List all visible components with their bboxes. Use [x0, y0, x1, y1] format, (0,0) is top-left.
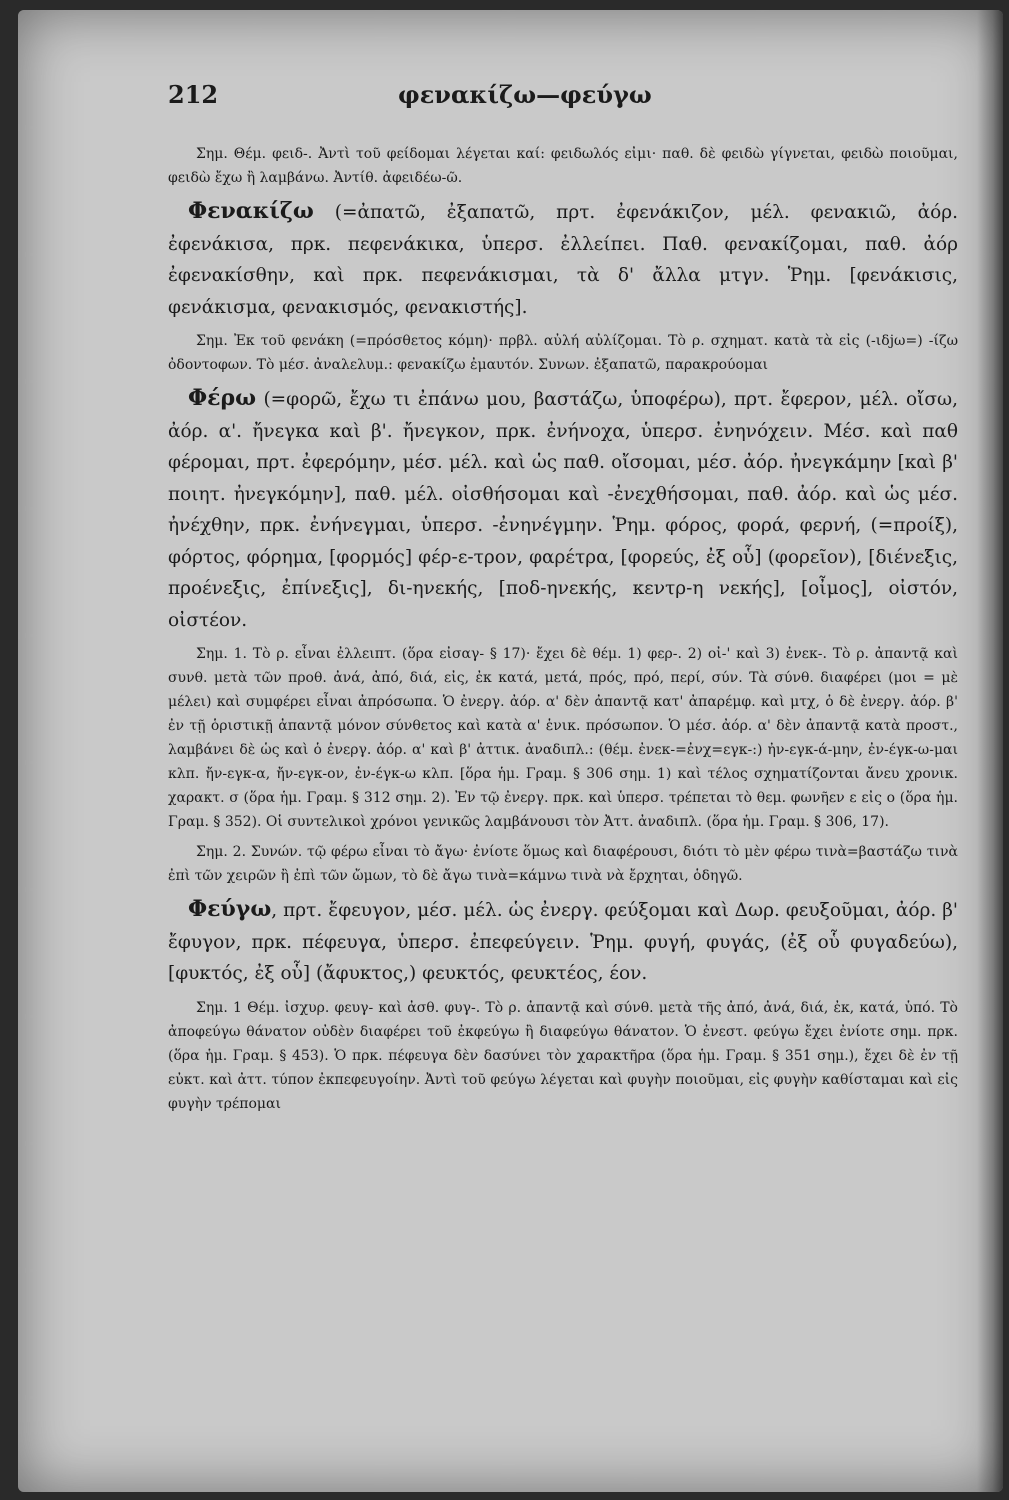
entry-body-fenakizo: (=ἀπατῶ, ἐξαπατῶ, πρτ. ἐφενάκιζον, μέλ. φενακιῶ, ἀόρ. ἐφενάκισα, πρκ. πεφενάκικα, ὑπερσ. ἐλλείπει. Παθ. φενακίζομαι, παθ. ἀόρ ἐφενακίσθην, καὶ πρκ. πεφενάκισμαι, τὰ δ' ἄλλα μτγν. Ῥημ. [φενάκισις, φενάκισμα, φενακισμός, φενακιστής].: [168, 202, 958, 318]
page-binding-shadow: [977, 10, 1003, 1492]
entry-fero: [168, 383, 958, 636]
note-fero-1: Σημ. 1. Τὸ ρ. εἶναι ἐλλειπτ. (ὅρα εἰσαγ- § 17)· ἔχει δὲ θέμ. 1) φερ-. 2) οἰ-' καὶ 3) ἐνεκ-. Τὸ ρ. ἀπαντᾷ καὶ συνθ. μετὰ τῶν προθ. ἀνά, ἀπό, διά, εἰς, ἐκ κατά, μετά, πρός, πρό, περί, σύν. Τὰ σύνθ. διαφέρει (μοι = μὲ μέλει) καὶ συμφέρει εἶναι ἀπρόσωπα. Ὁ ἐνεργ. ἀόρ. α' δὲν ἀπαντᾷ κατ' ἀπαρέμφ. καὶ μτχ, ὁ δὲ ἐνεργ. ἀόρ. β' ἐν τῇ ὁριστικῇ ἀπαντᾷ μόνον σύνθετος καὶ κατὰ α' ἑνικ. πρόσωπον. Ὁ μέσ. ἀόρ. α' δὲν ἀπαντᾷ κατὰ προστ., λαμβάνει δὲ ὡς καὶ ὁ ἐνεργ. ἀόρ. α' καὶ β' ἀττικ. ἀναδιπλ.: (θέμ. ἐνεκ-=ἐνχ=εγκ-:) ἠν-εγκ-ά-μην, ἐν-έγκ-ω-μαι κλπ. ἤν-εγκ-α, ἤν-εγκ-ον, ἐν-έγκ-ω κλπ. [ὅρα ἡμ. Γραμ. § 306 σημ. 1) καὶ τέλος σχηματίζονται ἄνευ χρονικ. χαρακτ. σ (ὅρα ἡμ. Γραμ. § 312 σημ. 2). Ἐν τῷ ἐνεργ. πρκ. καὶ ὑπερσ. τρέπεται τὸ θεμ. φωνῆεν ε εἰς ο (ὅρα ἡμ. Γραμ. § 352). Οἱ συντελικοὶ χρόνοι γενικῶς λαμβάνουσι τὸν Ἀττ. ἀναδιπλ. (ὅρα ἡμ. Γραμ. § 306, 17).: [168, 646, 958, 830]
note-feidomai: Σημ. Θέμ. φειδ-. Ἀντὶ τοῦ φείδομαι λέγεται καί: φειδωλός εἰμι· παθ. δὲ φειδὼ γίγνεται, φειδὼ ποιοῦμαι, φειδὼ ἔχω ἢ λαμβάνω. Ἀντίθ. ἀφειδέω-ῶ.: [168, 146, 958, 186]
page-number: 212: [168, 80, 219, 109]
note-fenakizo: Σημ. Ἐκ τοῦ φενάκη (=πρόσθετος κόμη)· πρβλ. αὐλή αὐλίζομαι. Τὸ ρ. σχηματ. κατὰ τὰ εἰς (-ιδjω=) -ίζω ὀδοντοφων. Τὸ μέσ. ἀναλελυμ.: φενακίζω ἐμαυτόν. Συνων. ἐξαπατῶ, παρακρούομαι: [168, 333, 958, 373]
entry-body-fero: (=φορῶ, ἔχω τι ἐπάνω μου, βαστάζω, ὑποφέρω), πρτ. ἔφερον, μέλ. οἴσω, ἀόρ. α'. ἤνεγκα καὶ β'. ἤνεγκον, πρκ. ἐνήνοχα, ὑπερσ. ἐνηνόχειν. Μέσ. καὶ παθ φέρομαι, πρτ. ἐφερόμην, μέσ. μέλ. καὶ ὡς παθ. οἴσομαι, μέσ. ἀόρ. ἠνεγκάμην [καὶ β' ποιητ. ἠνεγκόμην], παθ. μέλ. οἰσθήσομαι καὶ -ἐνεχθήσομαι, παθ. ἀόρ. καὶ ὡς μέσ. ἠνέχθην, πρκ. ἐνήνεγμαι, ὑπερσ. -ἐνηνέγμην. Ῥημ. φόρος, φορά, φερνή, (=προίξ), φόρτος, φόρημα, [φορμός] φέρ-ε-τρον, φαρέτρα, [φορεύς, ἐξ οὗ] (φορεῖον), [διένεξις, προένεξις, ἐπίνεξις], δι-ηνεκής, [ποδ-ηνεκής, κεντρ-η νεκής], [οἶμος], οἰστόν, οἰστέον.: [168, 389, 958, 631]
headword-fero: Φέρω: [188, 385, 257, 411]
entry-feugo: [168, 894, 958, 990]
page-body: [168, 140, 958, 1122]
note-feugo-1: Σημ. 1 Θέμ. ἰσχυρ. φευγ- καὶ ἀσθ. φυγ-. Τὸ ρ. ἀπαντᾷ καὶ σύνθ. μετὰ τῆς ἀπό, ἀνά, διά, ἐκ, κατά, ὑπό. Τὸ ἀποφεύγω θάνατον οὐδὲν διαφέρει τοῦ ἐκφεύγω ἢ διαφεύγω θάνατον. Ὁ ἐνεστ. φεύγω ἔχει ἐνίοτε σημ. πρκ. (ὅρα ἡμ. Γραμ. § 453). Ὁ πρκ. πέφευγα δὲν δασύνει τὸν χαρακτῆρα (ὅρα ἡμ. Γραμ. § 351 σημ.), ἔχει δὲ ἐν τῇ εὐκτ. καὶ ἀττ. τύπον ἐκπεφευγοίην. Ἀντὶ τοῦ φεύγω λέγεται καὶ φυγὴν ποιοῦμαι, εἰς φυγὴν καθίσταμαι καὶ εἰς φυγὴν τρέπομαι: [168, 999, 958, 1112]
note-fero-2: Σημ. 2. Συνών. τῷ φέρω εἶναι τὸ ἄγω· ἐνίοτε ὅμως καὶ διαφέρουσι, διότι τὸ μὲν φέρω τινὰ=βαστάζω τινὰ ἐπὶ τῶν χειρῶν ἢ ἐπὶ τῶν ὤμων, τὸ δὲ ἄγω τινὰ=κάμνω τινὰ νὰ ἔρχηται, ὁδηγῶ.: [168, 844, 958, 884]
page-header: [18, 80, 1003, 120]
entry-body-feugo: , πρτ. ἔφευγον, μέσ. μέλ. ὡς ἐνεργ. φεύξομαι καὶ Δωρ. φευξοῦμαι, ἀόρ. β' ἔφυγον, πρκ. πέφευγα, ὑπερσ. ἐπεφεύγειν. Ῥημ. φυγή, φυγάς, (ἐξ οὗ φυγαδεύω), [φυκτός, ἐξ οὗ] (ἄφυκτος,) φευκτός, φευκτέος, έον.: [168, 900, 958, 984]
headword-fenakizo: Φενακίζω: [188, 198, 314, 224]
entry-fenakizo: [168, 196, 958, 323]
headword-feugo: Φεύγω: [188, 896, 272, 922]
running-head: φενακίζω—φεύγω: [398, 80, 652, 109]
book-page: [18, 10, 1003, 1492]
